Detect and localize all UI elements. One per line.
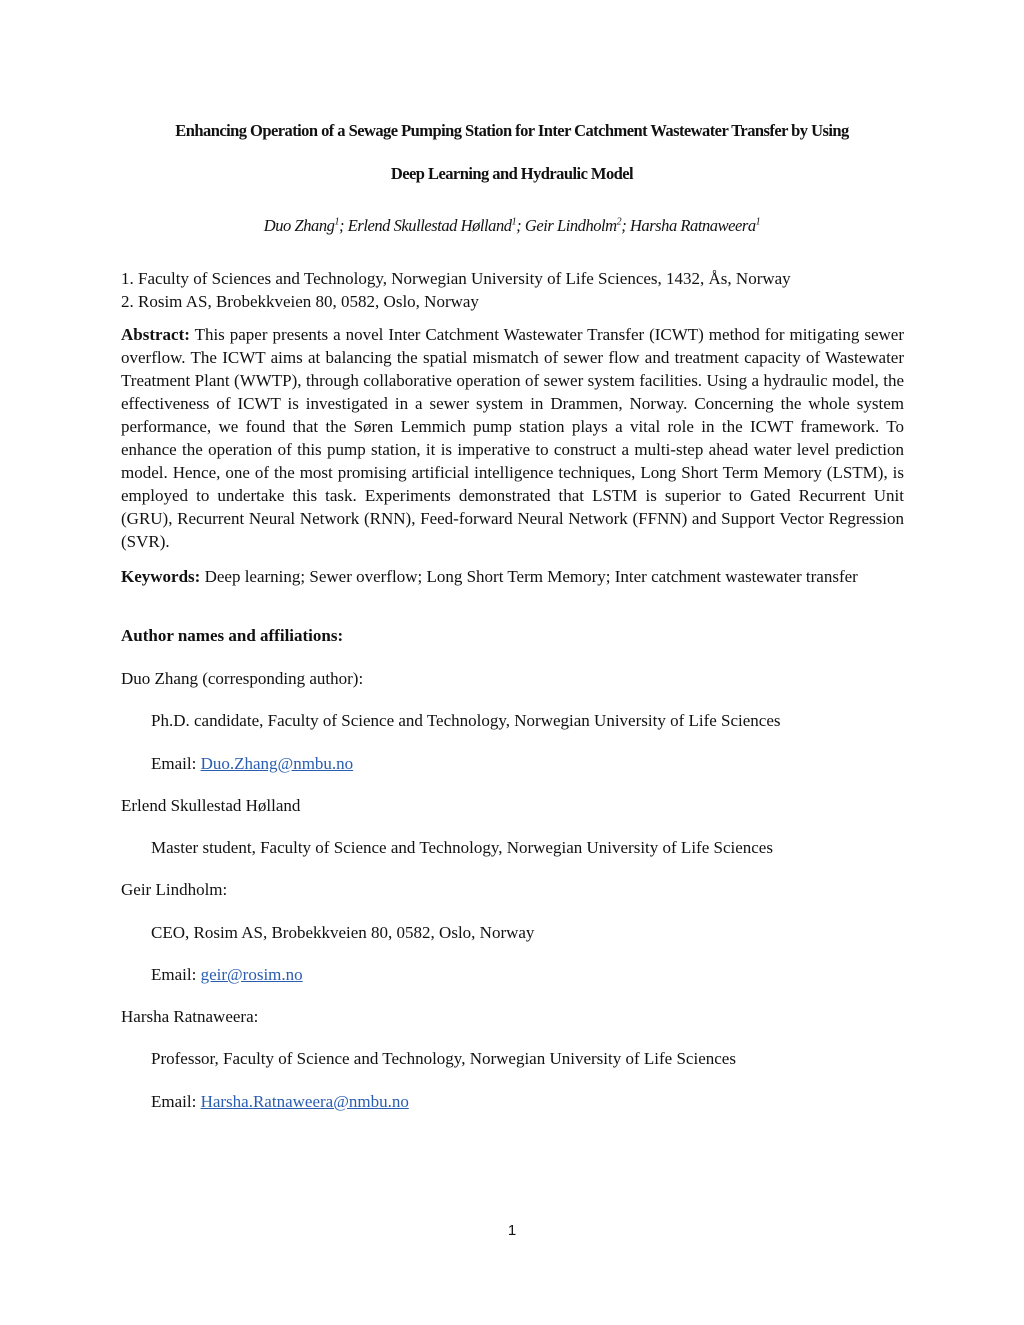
keywords-label: Keywords: — [121, 567, 201, 586]
author-ratnaweera-name: Harsha Ratnaweera: — [121, 1007, 259, 1026]
email-label: Email: — [151, 965, 197, 984]
author-lindholm-email-line — [151, 963, 303, 986]
author-zhang-position: Ph.D. candidate, Faculty of Science and Technology, Norwegian University of Life Sciences — [151, 711, 781, 730]
email-label: Email: — [151, 754, 197, 773]
author-lindholm-email-link[interactable]: geir@rosim.no — [200, 965, 303, 984]
author-name: Erlend Skullestad Hølland — [347, 216, 512, 235]
abstract — [121, 323, 904, 553]
author-affiliation-mark: 1 — [334, 216, 339, 228]
author-zhang-email-link[interactable]: Duo.Zhang@nmbu.no — [200, 754, 354, 773]
paper-title-line-1: Enhancing Operation of a Sewage Pumping Station for Inter Catchment Wastewater Transfer by Using — [175, 121, 849, 140]
affiliation-1: 1. Faculty of Sciences and Technology, Norwegian University of Life Sciences, 1432, Ås, Norway — [121, 269, 791, 288]
author-lindholm-position: CEO, Rosim AS, Brobekkveien 80, 0582, Oslo, Norway — [151, 923, 535, 942]
author-affiliation-mark: 1 — [755, 216, 761, 228]
author-name: Duo Zhang — [263, 216, 335, 235]
author-lindholm-name: Geir Lindholm: — [121, 880, 228, 899]
author-list: Duo Zhang$^1$; Erlend Skullestad Hølland$^1$; Geir Lindholm$^2$; Harsha Ratnaweera$^1$ — [263, 216, 761, 235]
author-name: Geir Lindholm — [524, 216, 617, 235]
abstract-text: This paper presents a novel Inter Catchment Wastewater Transfer (ICWT) method for mitigating sewer overflow. The ICWT aims at balancing the spatial mismatch of sewer flow and treatment capacity of Wastewater Treatment Plant (WWTP), through collaborative operation of sewer system facilities. Using a hydraulic model, the effectiveness of ICWT is investigated in a sewer system in Drammen, Norway. Concerning the whole system performance, we found that the Søren Lemmich pump station plays a vital role in the ICWT framework. To enhance the operation of this pump station, it is imperative to construct a multi-step ahead water level prediction model. Hence, one of the most promising artificial intelligence techniques, Long Short Term Memory (LSTM), is employed to undertake this task. Experiments demonstrated that LSTM is superior to Gated Recurrent Unit (GRU), Recurrent Neural Network (RNN), Feed-forward Neural Network (FFNN) and Support Vector Regression (SVR). — [121, 325, 904, 551]
author-section-heading: Author names and affiliations: — [121, 626, 344, 645]
author-affiliation-mark: 1 — [511, 216, 517, 228]
author-zhang-name: Duo Zhang (corresponding author): — [121, 669, 364, 688]
author-zhang-email-line — [151, 752, 353, 775]
author-holland-position: Master student, Faculty of Science and Technology, Norwegian University of Life Sciences — [151, 838, 773, 857]
page-number: 1 — [507, 1222, 517, 1239]
author-holland-name: Erlend Skullestad Hølland — [121, 796, 301, 815]
author-name: Harsha Ratnaweera — [629, 216, 756, 235]
author-ratnaweera-email-link[interactable]: Harsha.Ratnaweera@nmbu.no — [200, 1092, 409, 1111]
paper-title-line-2: Deep Learning and Hydraulic Model — [390, 164, 634, 183]
affiliations — [121, 267, 904, 313]
email-label: Email: — [151, 1092, 197, 1111]
affiliation-2: 2. Rosim AS, Brobekkveien 80, 0582, Oslo, Norway — [121, 292, 479, 311]
author-ratnaweera-position: Professor, Faculty of Science and Technology, Norwegian University of Life Sciences — [151, 1049, 736, 1068]
author-affiliation-mark: 2 — [616, 216, 622, 228]
abstract-label: Abstract: — [121, 325, 190, 344]
author-ratnaweera-email-line — [151, 1090, 409, 1113]
keywords — [121, 565, 904, 588]
keywords-text: Deep learning; Sewer overflow; Long Short Term Memory; Inter catchment wastewater transfer — [204, 567, 858, 586]
